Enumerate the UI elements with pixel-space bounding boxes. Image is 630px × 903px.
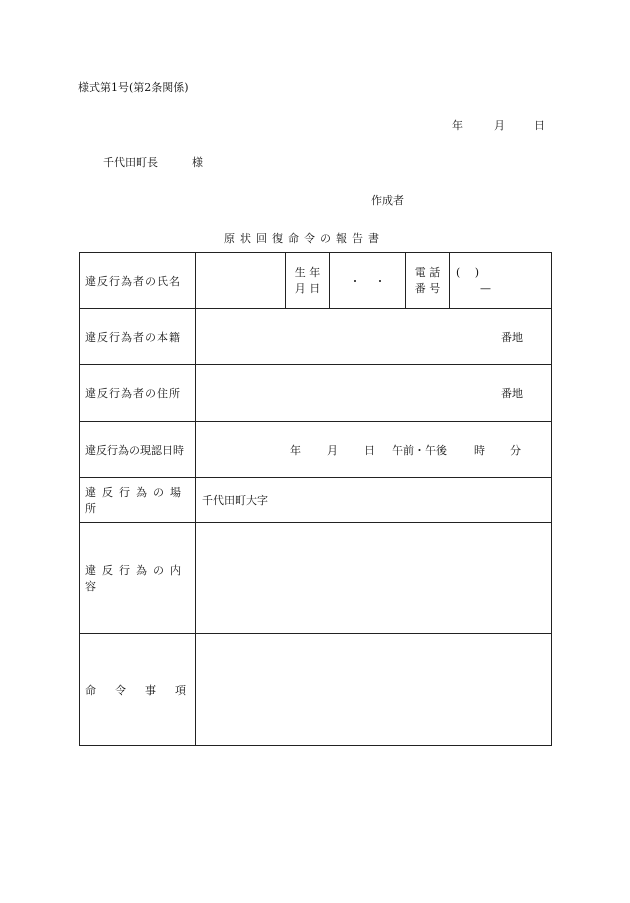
phone-label-top: 電 話 bbox=[414, 265, 441, 279]
order-label bbox=[80, 634, 196, 746]
obs-hour: 時 bbox=[474, 443, 485, 457]
obs-minute: 分 bbox=[510, 443, 521, 457]
birth-label-bottom: 月 日 bbox=[294, 281, 321, 295]
observed-field[interactable] bbox=[196, 422, 552, 478]
phone-label-bottom: 番 号 bbox=[414, 281, 441, 295]
order-char: 令 bbox=[115, 683, 126, 697]
honseki-label: 違反行為者の本籍 bbox=[80, 309, 196, 365]
obs-day: 日 bbox=[364, 443, 375, 457]
date-day: 日 bbox=[534, 119, 545, 132]
form-id: 様式第1号(第2条関係) bbox=[78, 81, 189, 94]
phone-paren: ( ) bbox=[456, 265, 480, 279]
addressee-line bbox=[103, 156, 203, 169]
address-label: 違反行為者の住所 bbox=[80, 365, 196, 422]
obs-year: 年 bbox=[290, 443, 301, 457]
obs-month: 月 bbox=[327, 443, 338, 457]
birth-field[interactable]: ・・ bbox=[330, 253, 406, 309]
order-char: 事 bbox=[145, 683, 156, 697]
row-order bbox=[80, 634, 552, 746]
order-field[interactable] bbox=[196, 634, 552, 746]
row-honseki bbox=[80, 309, 552, 365]
row-observed bbox=[80, 422, 552, 478]
addressee: 千代田町長 bbox=[103, 156, 158, 169]
place-label: 違反行為の場所 bbox=[80, 478, 196, 523]
place-field[interactable]: 千代田町大字 bbox=[196, 478, 552, 523]
row-content bbox=[80, 523, 552, 634]
observed-label: 違反行為の現認日時 bbox=[80, 422, 196, 478]
phone-label bbox=[406, 253, 450, 309]
phone-field[interactable] bbox=[450, 253, 552, 309]
date-line bbox=[452, 119, 545, 132]
birth-label-top: 生 年 bbox=[294, 265, 321, 279]
address-field[interactable]: 番地 bbox=[196, 365, 552, 422]
obs-ampm: 午前・午後 bbox=[392, 443, 447, 457]
row-name bbox=[80, 253, 552, 309]
order-char: 項 bbox=[175, 683, 186, 697]
honorific: 様 bbox=[192, 156, 203, 169]
content-field[interactable] bbox=[196, 523, 552, 634]
order-char: 命 bbox=[85, 683, 96, 697]
report-table bbox=[79, 252, 552, 746]
content-label: 違反行為の内容 bbox=[80, 523, 196, 634]
name-label: 違反行為者の氏名 bbox=[80, 253, 196, 309]
row-address bbox=[80, 365, 552, 422]
honseki-field[interactable]: 番地 bbox=[196, 309, 552, 365]
date-month: 月 bbox=[494, 119, 505, 132]
date-year: 年 bbox=[452, 119, 463, 132]
name-field[interactable] bbox=[196, 253, 286, 309]
phone-dash: — bbox=[480, 281, 491, 295]
document-title: 原状回復命令の報告書 bbox=[224, 232, 384, 245]
row-place bbox=[80, 478, 552, 523]
preparer-label: 作成者 bbox=[371, 194, 404, 207]
birth-label bbox=[286, 253, 330, 309]
